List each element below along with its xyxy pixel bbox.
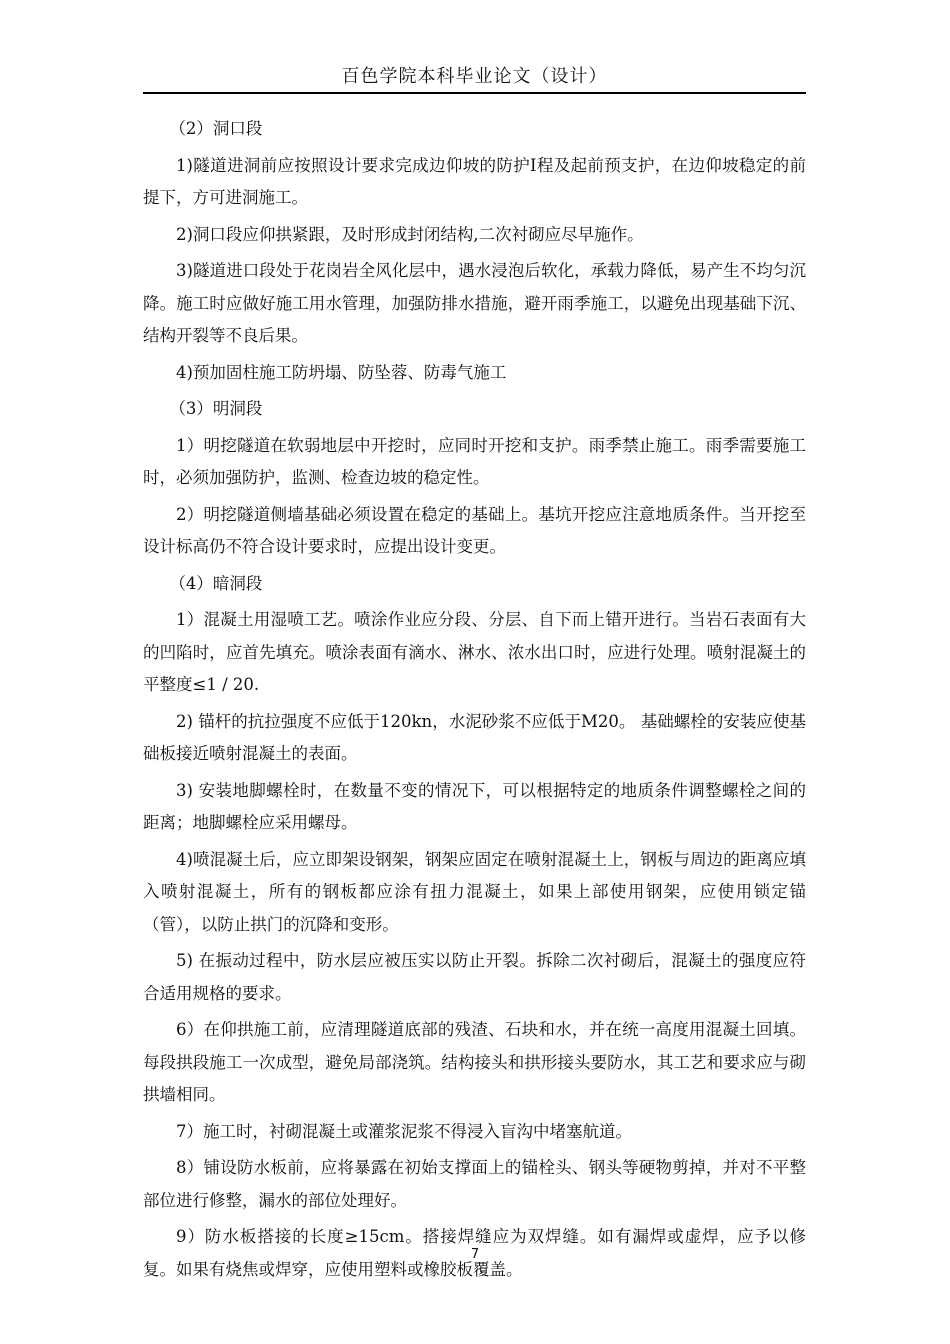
- section-heading-portal: （2）洞口段: [169, 119, 263, 138]
- paragraph: 3)隧道进口段处于花岗岩全风化层中，遇水浸泡后软化，承载力降低，易产生不均匀沉降。施工时应做好施工用水管理，加强防排水措施，避开雨季施工，以避免出现基础下沉、结构开裂等不良后果。: [143, 261, 806, 345]
- paragraph: 9）防水板搭接的长度≥15cm。搭接焊缝应为双焊缝。如有漏焊或虚焊，应予以修复。如果有烧焦或焊穿，应使用塑料或橡胶板覆盖。: [143, 1227, 806, 1279]
- paragraph: 7）施工时，衬砌混凝土或灌浆泥浆不得浸入盲沟中堵塞航道。: [176, 1121, 632, 1141]
- document-body: [143, 113, 806, 1290]
- paragraph: 6）在仰拱施工前，应清理隧道底部的残渣、石块和水，并在统一高度用混凝土回填。每段拱段施工一次成型，避免局部浇筑。结构接头和拱形接头要防水，其工艺和要求应与砌拱墙相同。: [143, 1020, 806, 1104]
- page-header: [143, 64, 806, 94]
- paragraph: 2) 锚杆的抗拉强度不应低于120kn，水泥砂浆不应低于M20。 基础螺栓的安装应使基础板接近喷射混凝土的表面。: [143, 711, 806, 763]
- paragraph: 8）铺设防水板前，应将暴露在初始支撑面上的锚栓头、钢头等硬物剪掉，并对不平整部位进行修整，漏水的部位处理好。: [143, 1158, 806, 1210]
- section-heading-open-cut: （3）明洞段: [169, 399, 263, 418]
- paragraph: 1）混凝土用湿喷工艺。喷涂作业应分段、分层、自下而上错开进行。当岩石表面有大的凹陷时，应首先填充。喷涂表面有滴水、淋水、浓水出口时，应进行处理。喷射混凝土的平整度≤1 / 20.: [143, 610, 806, 694]
- paragraph: 1)隧道进洞前应按照设计要求完成边仰坡的防护Ⅰ程及起前预支护，在边仰坡稳定的前提下，方可进洞施工。: [143, 155, 806, 207]
- paragraph: 4)预加固柱施工防坍塌、防坠蓉、防毒气施工: [176, 362, 507, 382]
- paragraph: 2)洞口段应仰拱紧跟，及时形成封闭结构,二次衬砌应尽早施作。: [176, 224, 644, 244]
- page-number: 7: [470, 1247, 480, 1262]
- paragraph: 3) 安装地脚螺栓时，在数量不变的情况下，可以根据特定的地质条件调整螺栓之间的距离；地脚螺栓应采用螺母。: [143, 780, 806, 832]
- header-title: 百色学院本科毕业论文（设计）: [341, 66, 608, 87]
- paragraph: 2）明挖隧道侧墙基础必须设置在稳定的基础上。基坑开挖应注意地质条件。当开挖至设计标高仍不符合设计要求时，应提出设计变更。: [143, 504, 806, 556]
- paragraph: 1）明挖隧道在软弱地层中开挖时，应同时开挖和支护。雨季禁止施工。雨季需要施工时，必须加强防护，监测、检查边坡的稳定性。: [143, 435, 806, 487]
- paragraph: 5) 在振动过程中，防水层应被压实以防止开裂。拆除二次衬砌后，混凝土的强度应符合适用规格的要求。: [143, 951, 806, 1003]
- paragraph: 4)喷混凝土后，应立即架设钢架，钢架应固定在喷射混凝土上，钢板与周边的距离应填入喷射混凝土，所有的钢板都应涂有扭力混凝土，如果上部使用钢架，应使用锁定锚（管），以防止拱门的沉降和变形。: [143, 849, 806, 934]
- section-heading-covered-tunnel: （4）暗洞段: [169, 573, 263, 593]
